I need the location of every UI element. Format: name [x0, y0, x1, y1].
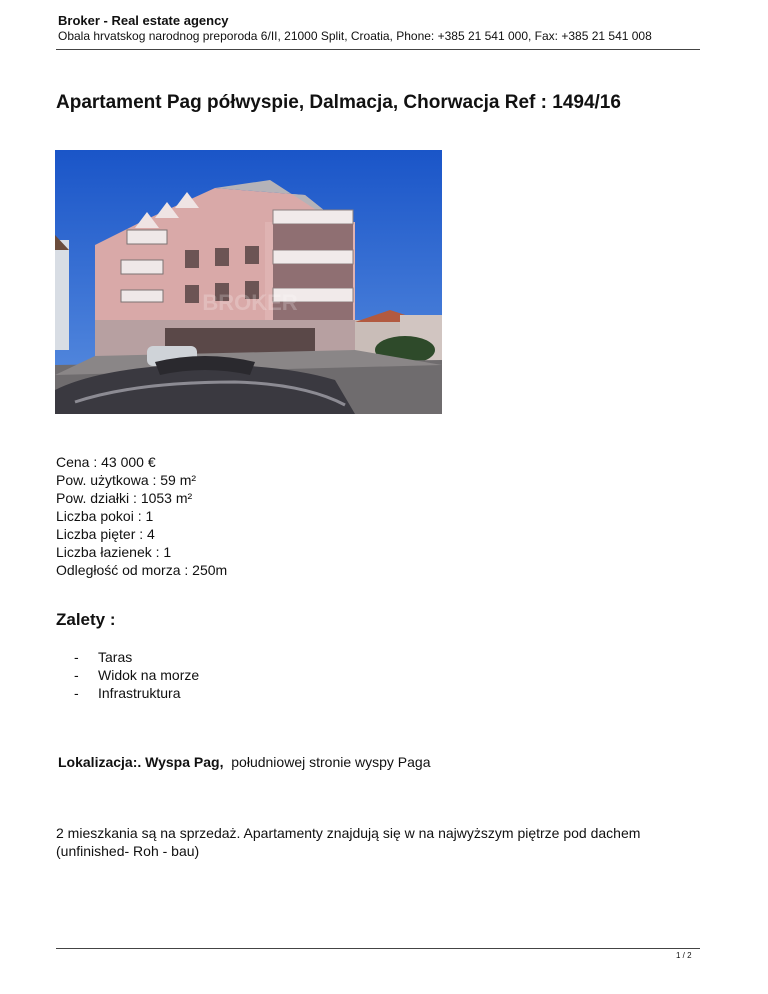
listing-title: Apartament Pag półwyspie, Dalmacja, Chorwacja Ref : 1494/16 — [56, 92, 621, 113]
location-label: Lokalizacja:. Wyspa Pag, — [58, 754, 224, 770]
list-item — [56, 648, 199, 666]
list-item — [56, 684, 199, 702]
bullet-dash: - — [74, 685, 79, 701]
watermark-text: BROKER — [202, 290, 298, 315]
spec-sea-distance: Odległość od morza : 250m — [56, 562, 228, 578]
page-number: 1 / 2 — [676, 951, 692, 960]
location-line — [58, 754, 431, 770]
description-text: 2 mieszkania są na sprzedaż. Apartamenty znajdują się w na najwyższym piętrze pod dachem (unfinished- Roh - bau) — [56, 825, 641, 859]
property-photo — [55, 150, 442, 414]
advantages-list — [56, 648, 199, 702]
advantages-heading: Zalety : — [56, 610, 116, 629]
footer-divider — [56, 948, 700, 949]
header-divider — [56, 49, 700, 50]
advantage-label: Taras — [98, 649, 133, 665]
company-address: Obala hrvatskog narodnog preporoda 6/II, 21000 Split, Croatia, Phone: +385 21 541 000, Fax: +385 21 541 008 — [58, 29, 652, 43]
spec-usable-area: Pow. użytkowa : 59 m² — [56, 472, 197, 488]
list-item — [56, 666, 199, 684]
advantage-label: Infrastruktura — [98, 685, 181, 701]
spec-bathrooms: Liczba łazienek : 1 — [56, 544, 172, 560]
spec-rooms: Liczba pokoi : 1 — [56, 508, 154, 524]
spec-floors: Liczba pięter : 4 — [56, 526, 155, 542]
bullet-dash: - — [74, 667, 79, 683]
advantage-label: Widok na morze — [98, 667, 200, 683]
bullet-dash: - — [74, 649, 79, 665]
company-name: Broker - Real estate agency — [58, 13, 229, 28]
property-specs — [56, 453, 227, 579]
location-text: południowej stronie wyspy Paga — [231, 754, 431, 770]
spec-price: Cena : 43 000 € — [56, 454, 156, 470]
spec-plot-area: Pow. działki : 1053 m² — [56, 490, 193, 506]
document-header — [58, 13, 698, 44]
